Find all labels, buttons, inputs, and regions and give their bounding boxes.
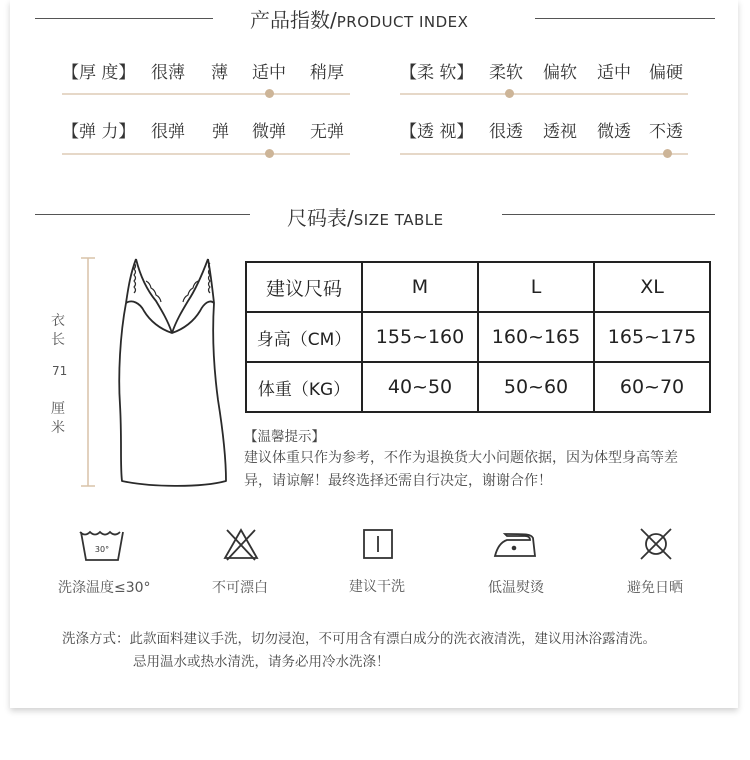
thickness-label: 【厚 度】: [62, 63, 136, 83]
elasticity-label: 【弹 力】: [62, 122, 136, 142]
table-header-cell: L: [478, 262, 594, 312]
table-cell: 160~165: [478, 312, 594, 362]
care-label-dry-clean: 建议干洗: [349, 579, 405, 595]
table-cell: 165~175: [594, 312, 710, 362]
slip-dress-icon: [110, 255, 235, 490]
size-line-left: [35, 214, 250, 215]
tips-line: 异，请谅解！最终选择还需自行决定，谢谢合作！: [244, 473, 552, 489]
table-row: [246, 312, 710, 362]
wash-method-line: 洗涤方式：此款面料建议手洗，切勿浸泡，不可用含有漂白成分的洗衣液清洗，建议用沐浴露清洗。: [62, 631, 656, 647]
softness-option: 适中: [597, 63, 631, 83]
size-line-right: [502, 214, 715, 215]
softness-option: 偏软: [543, 63, 577, 83]
no-bleach-icon: [223, 526, 259, 562]
softness-option: 柔软: [489, 63, 523, 83]
transparency-indicator: [663, 149, 672, 158]
thickness-scale: [62, 93, 350, 95]
length-ruler-icon: [78, 256, 98, 488]
softness-label: 【柔 软】: [400, 63, 474, 83]
table-cell: 155~160: [362, 312, 478, 362]
table-header-row: [246, 262, 710, 312]
softness-indicator: [505, 89, 514, 98]
header-line-right: [535, 18, 715, 19]
elasticity-option: 微弹: [252, 122, 286, 142]
tips-line: 建议体重只作为参考，不作为退换货大小问题依据，因为体型身高等差: [244, 450, 678, 466]
table-cell: 50~60: [478, 362, 594, 412]
length-label: 衣 长: [51, 313, 65, 348]
table-header-cell: 建议尺码: [246, 262, 362, 312]
table-row: [246, 362, 710, 412]
elasticity-option: 很弹: [151, 122, 185, 142]
transparency-option: 微透: [597, 122, 631, 142]
elasticity-option: 弹: [212, 122, 229, 142]
care-label-iron: 低温熨烫: [488, 580, 544, 596]
no-sun-icon: [639, 526, 673, 562]
table-cell: 60~70: [594, 362, 710, 412]
transparency-label: 【透 视】: [400, 122, 474, 142]
transparency-option: 很透: [489, 122, 523, 142]
table-row-label: 身高（CM）: [246, 312, 362, 362]
header-line-left: [35, 18, 213, 19]
transparency-scale: [400, 153, 688, 155]
low-iron-icon: [493, 530, 537, 560]
table-row-label: 体重（KG）: [246, 362, 362, 412]
transparency-option: 不透: [649, 122, 683, 142]
length-value: 71: [52, 364, 68, 378]
thickness-option: 稍厚: [310, 63, 344, 83]
care-label-wash: 洗涤温度≤30°: [58, 580, 151, 596]
wash-temp-text: 30°: [94, 545, 110, 554]
length-unit: 厘 米: [51, 401, 65, 436]
product-index-title: 产品指数/PRODUCT INDEX: [250, 8, 469, 32]
elasticity-option: 无弹: [310, 122, 344, 142]
care-label-sun: 避免日晒: [627, 580, 683, 596]
thickness-option: 很薄: [151, 63, 185, 83]
elasticity-indicator: [265, 149, 274, 158]
softness-option: 偏硬: [649, 63, 683, 83]
size-table: [245, 261, 711, 413]
tips-title: 【温馨提示】: [244, 429, 325, 445]
thickness-indicator: [265, 89, 274, 98]
wash-30-icon: [78, 528, 126, 564]
size-table-title: 尺码表/SIZE TABLE: [287, 206, 444, 230]
thickness-option: 适中: [252, 63, 286, 83]
wash-method-line: 忌用温水或热水清洗，请务必用冷水洗涤！: [133, 654, 390, 670]
table-header-cell: XL: [594, 262, 710, 312]
transparency-option: 透视: [543, 122, 577, 142]
elasticity-scale: [62, 153, 350, 155]
table-cell: 40~50: [362, 362, 478, 412]
table-header-cell: M: [362, 262, 478, 312]
softness-scale: [400, 93, 688, 95]
thickness-option: 薄: [211, 63, 228, 83]
care-label-bleach: 不可漂白: [212, 580, 268, 596]
dry-clean-icon: [362, 528, 394, 560]
